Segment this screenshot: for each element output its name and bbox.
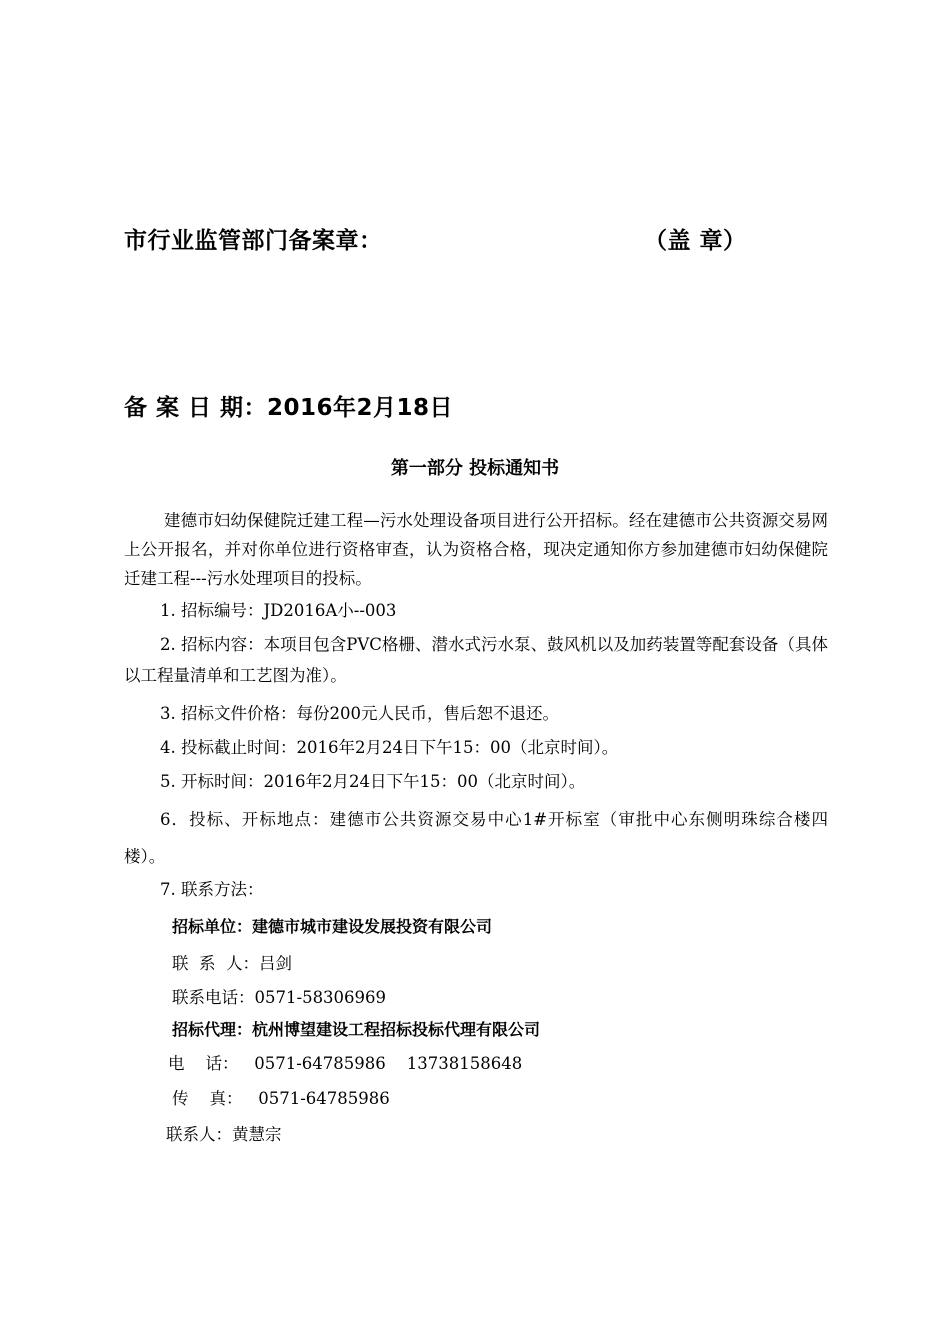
- item-bid-deadline: 4. 投标截止时间：2016年2月24日下午15：00（北京时间）。: [160, 738, 619, 757]
- item-contact-method: 7. 联系方法：: [160, 880, 264, 899]
- filing-date: [124, 389, 453, 422]
- item-tender-number: 1. 招标编号：JD2016A小--003: [160, 601, 397, 620]
- agent-contact-person: 联系人：黄慧宗: [166, 1125, 282, 1144]
- filing-seal-label: 市行业监管部门备案章：: [124, 228, 383, 254]
- tenderer-unit: 招标单位：建德市城市建设发展投资有限公司: [172, 917, 493, 936]
- agent-fax: 传 真： 0571-64785986: [172, 1089, 390, 1108]
- item-opening-time: 5. 开标时间：2016年2月24日下午15：00（北京时间）。: [160, 772, 586, 791]
- item-document-price: 3. 招标文件价格：每份200元人民币，售后恕不退还。: [160, 704, 559, 723]
- tender-agent: 招标代理：杭州博望建设工程招标投标代理有限公司: [172, 1020, 541, 1039]
- item-tender-content: 2. 招标内容：本项目包含PVC格栅、潜水式污水泵、鼓风机以及加药装置等配套设备（具体以工程量清单和工艺图为准）。: [124, 635, 828, 685]
- seal-note: （盖 章）: [644, 228, 747, 254]
- filing-date-label: 备 案 日 期：: [124, 395, 268, 421]
- tenderer-contact-person: 联 系 人：吕剑: [172, 954, 292, 973]
- tenderer-contact-phone: 联系电话：0571-58306969: [172, 988, 387, 1007]
- filing-date-value: 2016年2月18日: [267, 395, 454, 421]
- intro-paragraph: 建德市妇幼保健院迁建工程—污水处理设备项目进行公开招标。经在建德市公共资源交易网上公开报名，并对你单位进行资格审查，认为资格合格，现决定通知你方参加建德市妇幼保健院迁建工程---污水处理项目的投标。: [124, 511, 828, 588]
- section-title: 第一部分 投标通知书: [390, 458, 560, 479]
- agent-phone: 电 话： 0571-64785986 13738158648: [168, 1054, 523, 1073]
- item-location: 6．投标、开标地点：建德市公共资源交易中心1#开标室（审批中心东侧明珠综合楼四楼）。: [124, 810, 828, 866]
